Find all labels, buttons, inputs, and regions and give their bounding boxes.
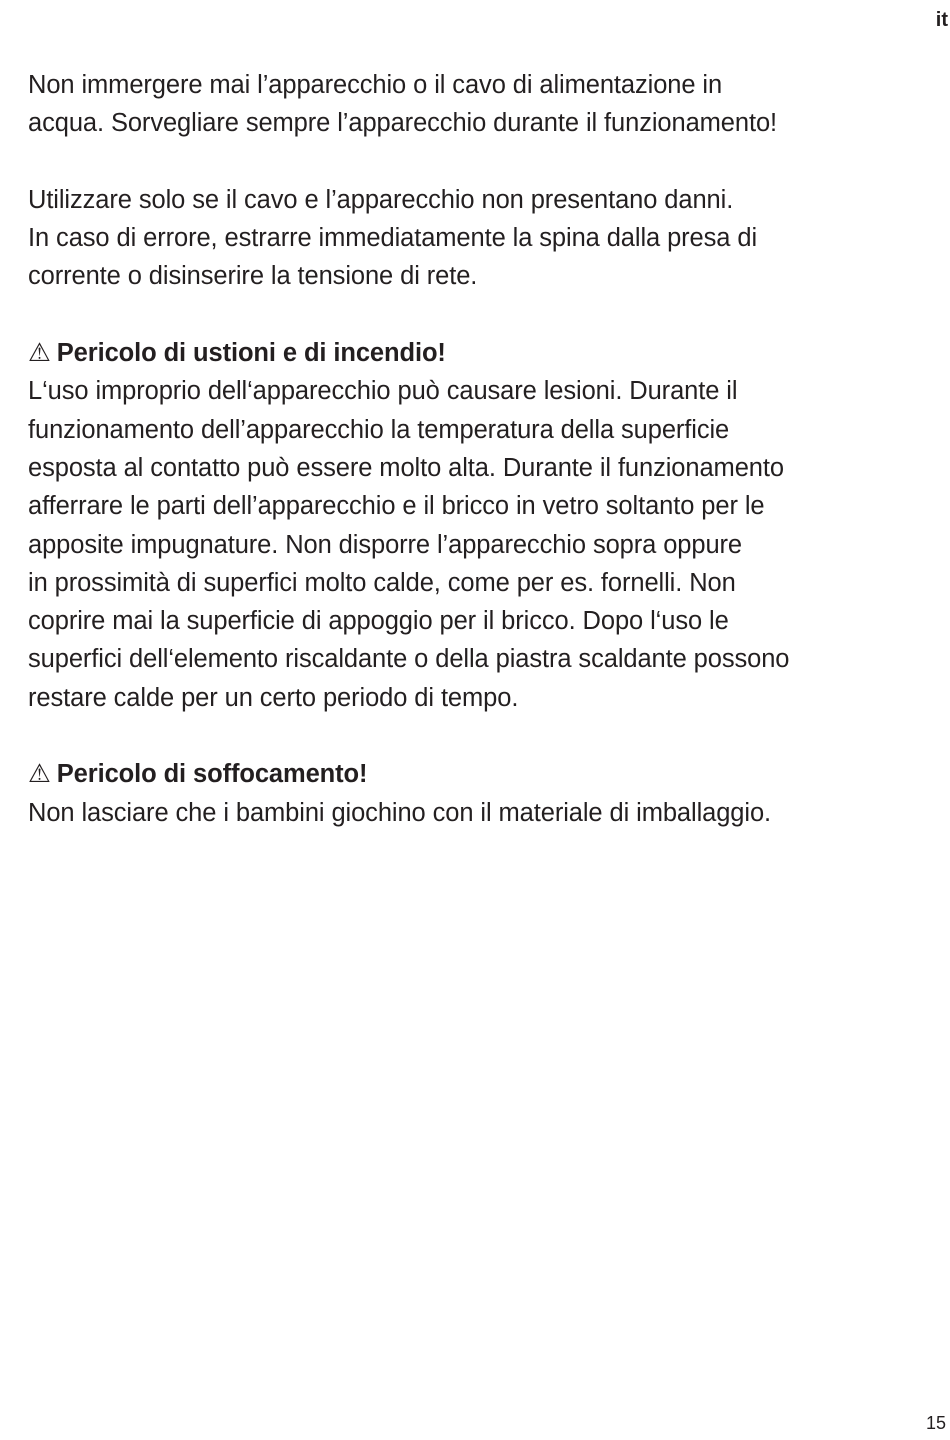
warning-triangle-icon: ⚠ bbox=[28, 760, 51, 789]
document-body bbox=[28, 66, 946, 870]
text-line: In caso di errore, estrarre immediatamente la spina dalla presa di bbox=[28, 224, 758, 253]
warning-title: Pericolo di soffocamento! bbox=[56, 760, 368, 789]
paragraph-water-safety bbox=[28, 66, 946, 143]
warning-heading bbox=[28, 755, 946, 793]
text-line: funzionamento dell’apparecchio la temperatura della superficie bbox=[28, 415, 730, 444]
warning-heading bbox=[28, 334, 946, 372]
text-line: restare calde per un certo periodo di tempo. bbox=[28, 683, 519, 712]
warning-triangle-icon: ⚠ bbox=[28, 339, 51, 368]
page-number: 15 bbox=[925, 1413, 946, 1433]
text-line: apposite impugnature. Non disporre l’apparecchio sopra oppure bbox=[28, 530, 743, 559]
text-line: esposta al contatto può essere molto alta. Durante il funzionamento bbox=[28, 453, 784, 482]
text-line: coprire mai la superficie di appoggio per il bricco. Dopo l‘uso le bbox=[28, 607, 729, 636]
text-line: Non immergere mai l’apparecchio o il cavo di alimentazione in bbox=[28, 71, 723, 99]
warning-burns-fire bbox=[28, 334, 946, 717]
text-line: acqua. Sorvegliare sempre l’apparecchio durante il funzionamento! bbox=[28, 109, 778, 138]
text-line: Non lasciare che i bambini giochino con il materiale di imballaggio. bbox=[28, 798, 772, 827]
text-line: in prossimità di superfici molto calde, come per es. fornelli. Non bbox=[28, 568, 736, 597]
text-line: L‘uso improprio dell‘apparecchio può causare lesioni. Durante il bbox=[28, 377, 738, 406]
paragraph-damage-check bbox=[28, 181, 946, 296]
warning-suffocation bbox=[28, 755, 946, 832]
warning-title: Pericolo di ustioni e di incendio! bbox=[56, 339, 446, 368]
language-tag: it bbox=[935, 9, 948, 31]
text-line: afferrare le parti dell’apparecchio e il bricco in vetro soltanto per le bbox=[28, 492, 765, 521]
text-line: Utilizzare solo se il cavo e l’apparecchio non presentano danni. bbox=[28, 185, 734, 214]
text-line: corrente o disinserire la tensione di rete. bbox=[28, 262, 478, 291]
text-line: superfici dell‘elemento riscaldante o della piastra scaldante possono bbox=[28, 645, 790, 674]
